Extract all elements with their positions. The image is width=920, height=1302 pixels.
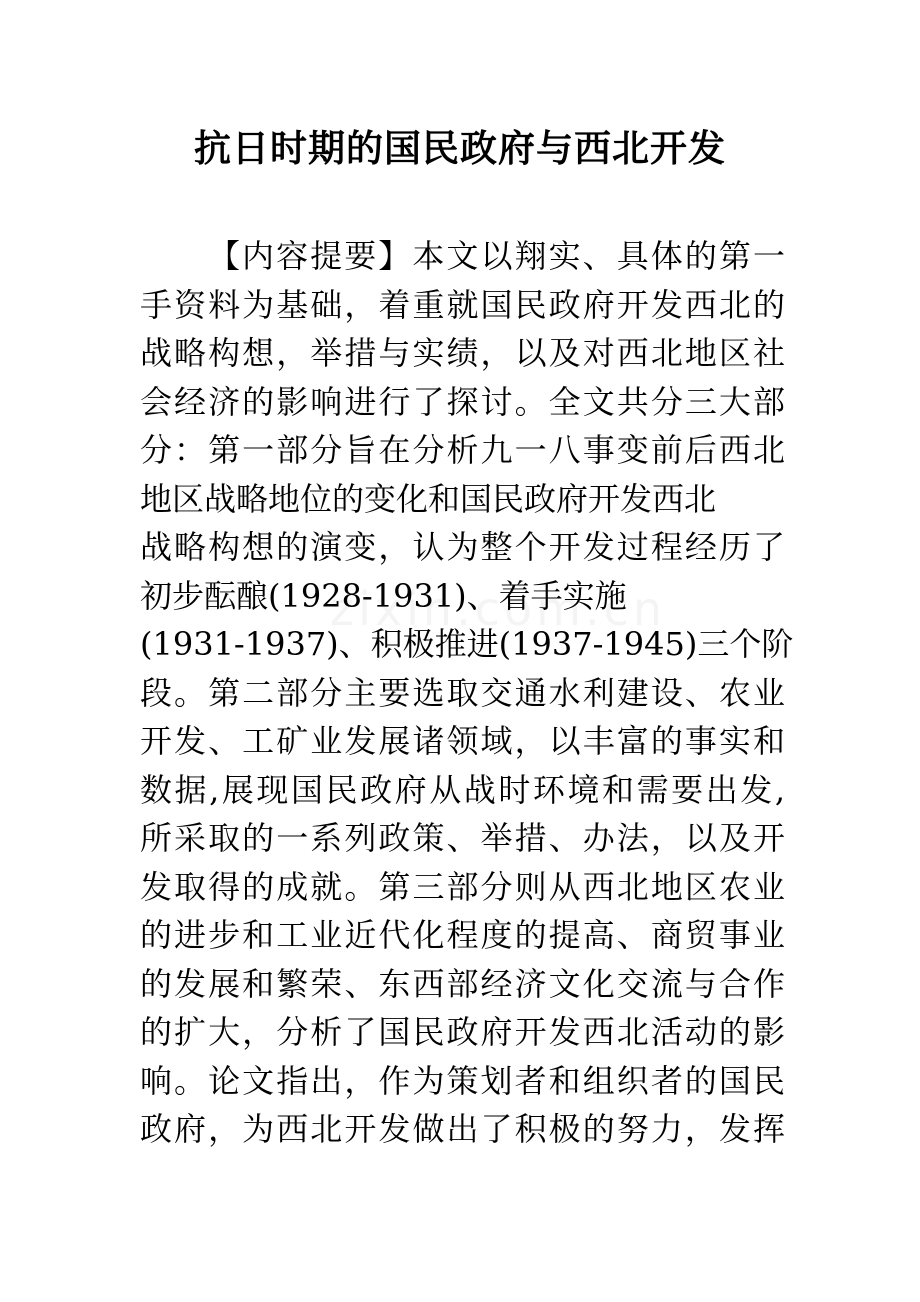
text-line: 分：第一部分旨在分析九一八事变前后西北 xyxy=(140,431,785,469)
abstract-paragraph xyxy=(140,232,794,1154)
text-line: 所采取的一系列政策、举措、办法，以及开 xyxy=(140,819,785,857)
text-line: 段。第二部分主要选取交通水利建设、农业 xyxy=(140,673,785,712)
text-line: 发取得的成就。第三部分则从西北地区农业 xyxy=(140,867,785,906)
text-line: 数据,展现国民政府从战时环境和需要出发, xyxy=(140,770,785,809)
text-line: 战略构想，举措与实绩，以及对西北地区社 xyxy=(140,334,785,372)
text-line: 的进步和工业近代化程度的提高、商贸事业 xyxy=(140,916,785,954)
document-title: 抗日时期的国民政府与西北开发 xyxy=(194,127,726,170)
text-line: 初步酝酿(1928-1931)、着手实施 xyxy=(140,576,627,615)
text-line: 政府，为西北开发做出了积极的努力，发挥 xyxy=(140,1110,785,1148)
text-line: (1931-1937)、积极推进(1937-1945)三个阶 xyxy=(140,625,794,663)
text-line: 手资料为基础，着重就国民政府开发西北的 xyxy=(140,285,785,324)
text-line: 开发、工矿业发展诸领域，以丰富的事实和 xyxy=(140,722,785,760)
text-line: 【内容提要】本文以翔实、具体的第一 xyxy=(208,237,785,275)
text-line: 的发展和繁荣、东西部经济文化交流与合作 xyxy=(140,964,785,1003)
text-line: 地区战略地位的变化和国民政府开发西北 xyxy=(140,479,717,518)
text-line: 会经济的影响进行了探讨。全文共分三大部 xyxy=(140,382,785,421)
text-line: 战略构想的演变，认为整个开发过程经历了 xyxy=(140,528,785,566)
text-line: 的扩大，分析了国民政府开发西北活动的影 xyxy=(140,1013,785,1051)
text-line: 响。论文指出，作为策划者和组织者的国民 xyxy=(140,1061,785,1100)
